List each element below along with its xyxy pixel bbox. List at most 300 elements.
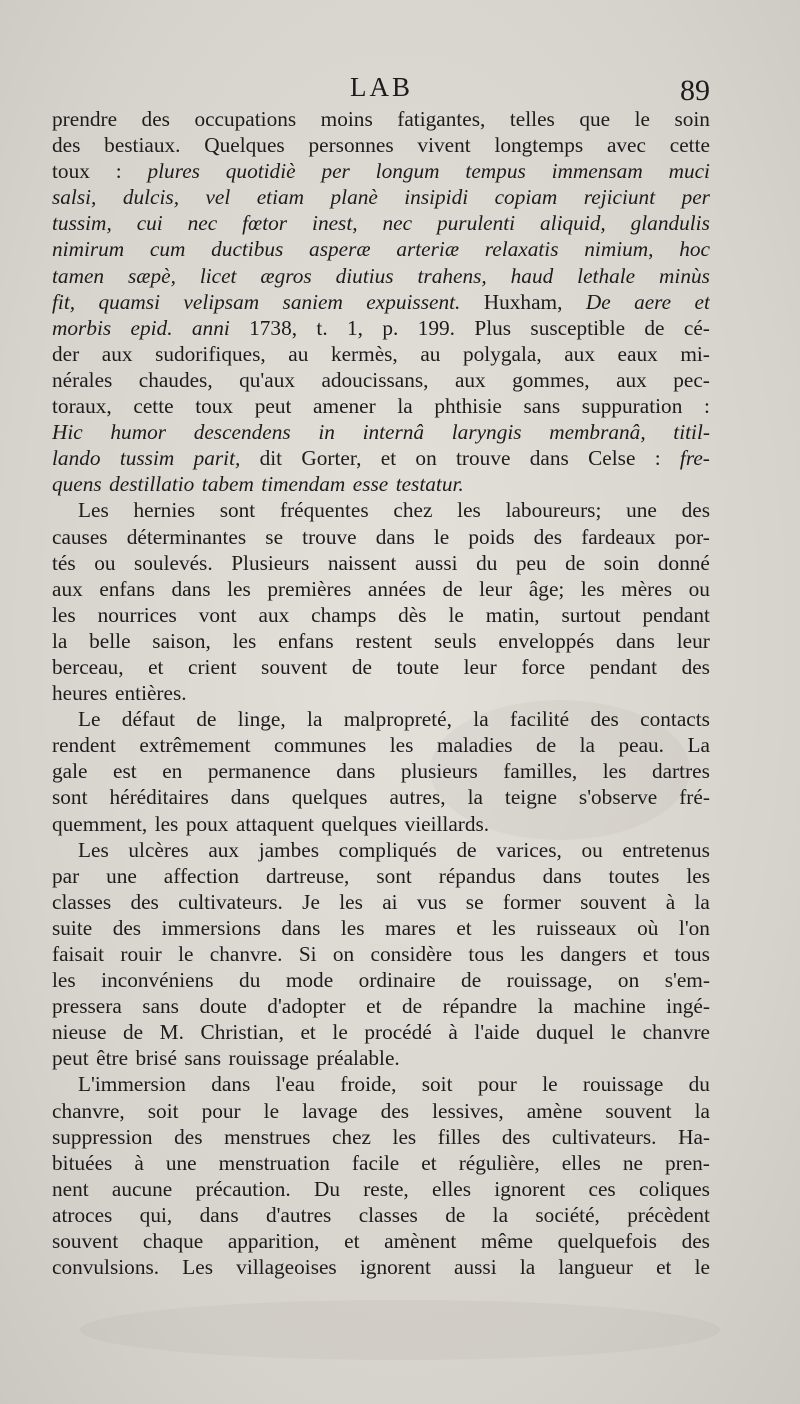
word: rejiciunt	[583, 185, 656, 210]
word: les	[520, 942, 544, 966]
text-line	[52, 915, 710, 941]
word: etiam	[256, 185, 305, 210]
text-line	[52, 811, 710, 837]
word: s'observe	[578, 785, 658, 810]
word: peut	[254, 394, 292, 419]
word: glandulis	[630, 211, 710, 236]
word: société,	[535, 1202, 600, 1227]
word: force	[521, 654, 566, 679]
word: de	[445, 1202, 466, 1227]
word: quelquefois	[557, 1229, 657, 1254]
word: ai	[382, 889, 398, 914]
word: de	[351, 654, 372, 679]
word: trouve	[456, 446, 511, 471]
word: une	[165, 1150, 197, 1175]
word: de	[461, 968, 482, 993]
text-line	[52, 1228, 710, 1254]
word: mères	[621, 576, 673, 601]
word: immensam	[551, 159, 643, 184]
word: nimirum	[52, 237, 125, 262]
word: la	[307, 707, 323, 732]
word: Les	[78, 498, 109, 523]
text-line	[52, 419, 710, 445]
word: pour	[201, 1098, 241, 1123]
text-line	[52, 289, 710, 315]
word: par	[52, 863, 80, 888]
word: facilité	[509, 707, 570, 732]
text-line	[52, 863, 710, 889]
word: en	[162, 759, 183, 784]
word: De	[585, 289, 611, 314]
word: répandre	[442, 994, 518, 1019]
word: Plus	[474, 315, 512, 340]
word: permanence	[207, 759, 311, 784]
word: membranâ,	[549, 420, 646, 445]
word: suppuration	[581, 394, 683, 419]
word: toute	[396, 654, 440, 679]
word: fatigantes,	[397, 107, 486, 131]
word: souvent	[52, 1229, 119, 1254]
word: peut	[52, 1046, 89, 1071]
word: gommes,	[512, 367, 590, 392]
word: kermès,	[330, 341, 398, 366]
word: des	[141, 107, 170, 131]
word: quemment,	[52, 811, 148, 836]
word: mode	[285, 968, 334, 993]
word: la	[537, 994, 554, 1019]
word: berceau,	[52, 654, 124, 679]
word: copiam	[494, 185, 558, 210]
word: et	[421, 1150, 437, 1175]
word: des	[681, 654, 710, 679]
word: leur	[676, 628, 710, 653]
word: ignorent	[359, 1255, 431, 1280]
word: ordinaire	[358, 968, 436, 993]
word: enveloppés	[498, 628, 595, 653]
word: des	[681, 498, 710, 523]
text-line	[52, 236, 710, 262]
text-line	[52, 654, 710, 680]
word: précèdent	[627, 1202, 710, 1227]
word: tamen	[52, 263, 105, 288]
word: les	[686, 863, 710, 888]
word: susceptible	[530, 315, 626, 340]
page-number: 89	[680, 74, 710, 107]
word: soin	[674, 107, 710, 131]
word: la	[579, 733, 595, 758]
word: maladies	[436, 733, 513, 758]
word: préalable.	[316, 1046, 400, 1071]
word: Je	[302, 889, 320, 914]
word: surtout	[561, 602, 621, 627]
word: restent	[355, 628, 413, 653]
word: sæpè,	[127, 263, 176, 288]
word: seuls	[433, 628, 477, 653]
word: les	[492, 915, 516, 940]
word: les	[232, 628, 257, 653]
word: du	[476, 550, 498, 575]
word: aux	[258, 602, 290, 627]
text-line	[52, 967, 710, 993]
word: aux	[564, 341, 595, 366]
word: toutes	[608, 863, 660, 888]
word: cui	[136, 211, 163, 236]
word: tussim,	[52, 211, 112, 236]
word: pren-	[664, 1150, 710, 1175]
word: la	[694, 889, 710, 914]
word: ou	[581, 837, 603, 862]
word: langueur	[558, 1255, 633, 1280]
word: régulière,	[458, 1150, 540, 1175]
word: extrêmement	[139, 733, 251, 758]
word: cultivateurs.	[551, 1124, 657, 1149]
word: premières	[267, 576, 352, 601]
word: linge,	[237, 707, 286, 732]
word: aux	[208, 837, 240, 862]
text-line	[52, 706, 710, 732]
word: de	[456, 837, 477, 862]
word: cum	[149, 237, 186, 262]
word: 1,	[347, 315, 363, 340]
word: Hic	[52, 420, 83, 445]
word: lethale	[577, 263, 636, 288]
word: machine	[573, 994, 646, 1019]
word: :	[115, 159, 122, 184]
word: froide,	[340, 1072, 397, 1097]
word: doute	[199, 994, 247, 1019]
word: des	[590, 707, 619, 732]
word: per	[681, 185, 710, 210]
word: déterminantes	[126, 524, 247, 549]
word: sont	[219, 498, 256, 523]
word: haud	[510, 263, 554, 288]
word: immersions	[161, 915, 261, 940]
word: pendant	[589, 654, 658, 679]
word: les	[52, 968, 76, 993]
word: enfans	[278, 628, 334, 653]
word: plures	[147, 159, 200, 184]
word: dès	[398, 602, 427, 627]
word: sans	[523, 394, 561, 419]
word: le	[178, 942, 194, 966]
word: les	[389, 733, 414, 758]
word: peu	[515, 550, 547, 575]
word: filles	[437, 1124, 481, 1149]
word: elles	[561, 1150, 601, 1175]
word: entières.	[115, 681, 187, 706]
text-line	[52, 1254, 710, 1280]
word: les	[392, 1124, 417, 1149]
word: belle	[89, 628, 131, 653]
word: licet	[199, 263, 237, 288]
word: pec-	[673, 367, 710, 392]
word: aussi	[454, 1255, 497, 1280]
word: familles,	[503, 759, 578, 784]
word: et	[380, 446, 397, 471]
text-line	[52, 393, 710, 419]
text-line	[52, 210, 710, 236]
word: et	[344, 1229, 360, 1254]
word: et	[366, 994, 382, 1019]
word: de	[442, 576, 463, 601]
text-line	[52, 158, 710, 184]
word: même	[480, 1229, 533, 1254]
word: moins	[320, 107, 373, 131]
word: attaquent	[235, 811, 314, 836]
word: dans	[529, 446, 569, 471]
word: la	[467, 785, 483, 810]
word: de	[122, 1020, 144, 1045]
word: à	[448, 1020, 458, 1045]
word: répandus	[438, 863, 516, 888]
word: ingé-	[666, 994, 710, 1019]
word: personnes	[308, 133, 394, 158]
word: aliquid,	[540, 211, 606, 236]
word: l'on	[678, 915, 710, 940]
word: aux	[52, 576, 83, 601]
word: epid.	[130, 315, 173, 340]
word: timendam	[261, 472, 346, 497]
word: aucune	[111, 1176, 173, 1201]
word: soit	[421, 1072, 453, 1097]
text-line	[52, 1071, 710, 1097]
word: ces	[588, 1176, 616, 1201]
word: ou	[688, 576, 710, 601]
word: arteriæ	[396, 237, 460, 262]
word: laryngis	[451, 420, 522, 445]
word: de	[536, 733, 557, 758]
word: lessives,	[432, 1098, 504, 1123]
word: toraux,	[52, 394, 112, 419]
word: velipsam	[183, 289, 260, 314]
word: insipidi	[404, 185, 469, 210]
word: toux	[52, 159, 90, 184]
text-line	[52, 1124, 710, 1150]
word: por-	[674, 524, 710, 549]
word: au	[420, 341, 441, 366]
word: des	[52, 133, 81, 158]
word: défaut	[121, 707, 176, 732]
word: ductibus	[211, 237, 284, 262]
word: dans	[171, 576, 211, 601]
word: fardeaux	[581, 524, 656, 549]
word: chaque	[142, 1229, 204, 1254]
word: fré-	[679, 785, 710, 810]
word: inconvéniens	[101, 968, 214, 993]
word: à	[134, 1150, 144, 1175]
word: heures	[52, 681, 108, 706]
word: classes	[52, 889, 112, 914]
word: les	[457, 498, 481, 523]
word: fit,	[52, 289, 76, 314]
text-line	[52, 758, 710, 784]
word: pendant	[642, 602, 710, 627]
word: dans	[199, 1202, 239, 1227]
word: aux	[454, 367, 486, 392]
word: bituées	[52, 1150, 113, 1175]
word: cé-	[683, 315, 710, 340]
text-line	[52, 784, 710, 810]
word: souvent	[605, 1098, 672, 1123]
word: aussi	[414, 550, 458, 575]
word: amène	[526, 1098, 583, 1123]
word: le	[263, 1098, 280, 1123]
word: que	[579, 107, 611, 131]
word: de	[644, 315, 665, 340]
text-line	[52, 550, 710, 576]
word: s'em-	[664, 968, 710, 993]
text-line	[52, 602, 710, 628]
word: donné	[657, 550, 710, 575]
word: salsi,	[52, 185, 97, 210]
word: la	[397, 394, 413, 419]
word: Celse	[588, 446, 636, 471]
word: sont	[376, 863, 412, 888]
word: Christian,	[200, 1020, 284, 1045]
word: et	[642, 942, 659, 966]
word: adoucissans,	[321, 367, 429, 392]
word: années	[367, 576, 426, 601]
word: tés	[52, 550, 76, 575]
word: Si	[298, 942, 317, 966]
word: convulsions.	[52, 1255, 160, 1280]
word: dangers	[560, 942, 627, 966]
word: enfans	[99, 576, 155, 601]
word: varices,	[496, 837, 562, 862]
text-line	[52, 106, 710, 132]
word: aux	[101, 341, 133, 366]
word: nieuse	[52, 1020, 107, 1045]
word: internâ	[362, 420, 425, 445]
word: sudorifiques,	[155, 341, 266, 366]
word: tous	[468, 942, 504, 966]
word: vont	[198, 602, 237, 627]
page-header	[50, 72, 710, 110]
word: Du	[313, 1176, 340, 1201]
word: toux	[195, 394, 234, 419]
word: quelques	[321, 811, 398, 836]
word: rouissage,	[506, 968, 593, 993]
text-line	[52, 445, 710, 471]
word: Les	[182, 1255, 213, 1280]
word: qui,	[139, 1202, 173, 1227]
word: Plusieurs	[231, 550, 310, 575]
word: menstrues	[224, 1124, 311, 1149]
word: chez	[331, 1124, 371, 1149]
text-line	[52, 993, 710, 1019]
word: d'autres	[265, 1202, 332, 1227]
word: facile	[351, 1150, 400, 1175]
word: in	[318, 420, 335, 445]
word: et	[300, 1020, 316, 1045]
word: dans	[281, 915, 321, 940]
word: poids	[468, 524, 515, 549]
word: la	[694, 1098, 710, 1123]
word: se	[465, 889, 484, 914]
word: asperæ	[309, 237, 371, 262]
word: héréditaires	[109, 785, 209, 810]
word: tous	[674, 942, 710, 966]
text-line	[52, 680, 710, 706]
word: destillatio	[109, 472, 195, 497]
word: lavage	[302, 1098, 358, 1123]
word: t.	[316, 315, 328, 340]
word: soit	[147, 1098, 179, 1123]
word: atroces	[52, 1202, 113, 1227]
word: :	[703, 394, 710, 419]
word: chaudes,	[138, 367, 213, 392]
text-line	[52, 132, 710, 158]
word: longtemps	[494, 133, 584, 158]
word: ignorent	[494, 1176, 566, 1201]
text-line	[52, 497, 710, 523]
word: relaxatis	[484, 237, 559, 262]
word: le	[610, 1020, 627, 1045]
word: quamsi	[98, 289, 161, 314]
word: nec	[187, 211, 218, 236]
word: vieillards.	[404, 811, 490, 836]
word: de	[402, 994, 423, 1019]
word: ulcères	[128, 837, 189, 862]
word: apparition,	[227, 1229, 320, 1254]
word: on	[617, 968, 640, 993]
word: hoc	[679, 237, 710, 262]
word: de	[565, 550, 586, 575]
word: précaution.	[195, 1176, 291, 1201]
word: l'aide	[474, 1020, 520, 1045]
word: le	[694, 1255, 710, 1280]
word: la	[519, 1255, 536, 1280]
word: aere	[634, 289, 672, 314]
word: se	[265, 524, 284, 549]
word: considère	[370, 942, 453, 966]
word: jambes	[258, 837, 320, 862]
text-line	[52, 1045, 710, 1071]
word: contacts	[640, 707, 710, 732]
word: suite	[52, 915, 93, 940]
word: à	[665, 889, 676, 914]
word: entretenus	[622, 837, 710, 862]
word: on	[415, 446, 437, 471]
word: teigne	[504, 785, 557, 810]
word: ou	[94, 550, 116, 575]
word: procédé	[364, 1020, 432, 1045]
word: plusieurs	[400, 759, 478, 784]
word: les	[602, 759, 627, 784]
word: le	[332, 1020, 348, 1045]
word: des	[174, 1124, 203, 1149]
word: duquel	[536, 1020, 595, 1045]
word: chanvre.	[209, 942, 283, 966]
word: âge;	[528, 576, 565, 601]
word: 199.	[417, 315, 455, 340]
word: nent	[52, 1176, 89, 1201]
word: naissent	[327, 550, 397, 575]
word: menstruation	[218, 1150, 330, 1175]
word: dans	[211, 1072, 251, 1097]
word: phthisie	[434, 394, 502, 419]
word: pour	[477, 1072, 517, 1097]
word: titil-	[673, 420, 710, 445]
word: polygala,	[463, 341, 542, 366]
word: poux	[185, 811, 229, 836]
word: fre-	[679, 446, 710, 471]
word: du	[239, 968, 261, 993]
word: dit	[259, 446, 283, 471]
word: tussim	[119, 446, 175, 471]
word: suppression	[52, 1124, 153, 1149]
word: champs	[311, 602, 377, 627]
